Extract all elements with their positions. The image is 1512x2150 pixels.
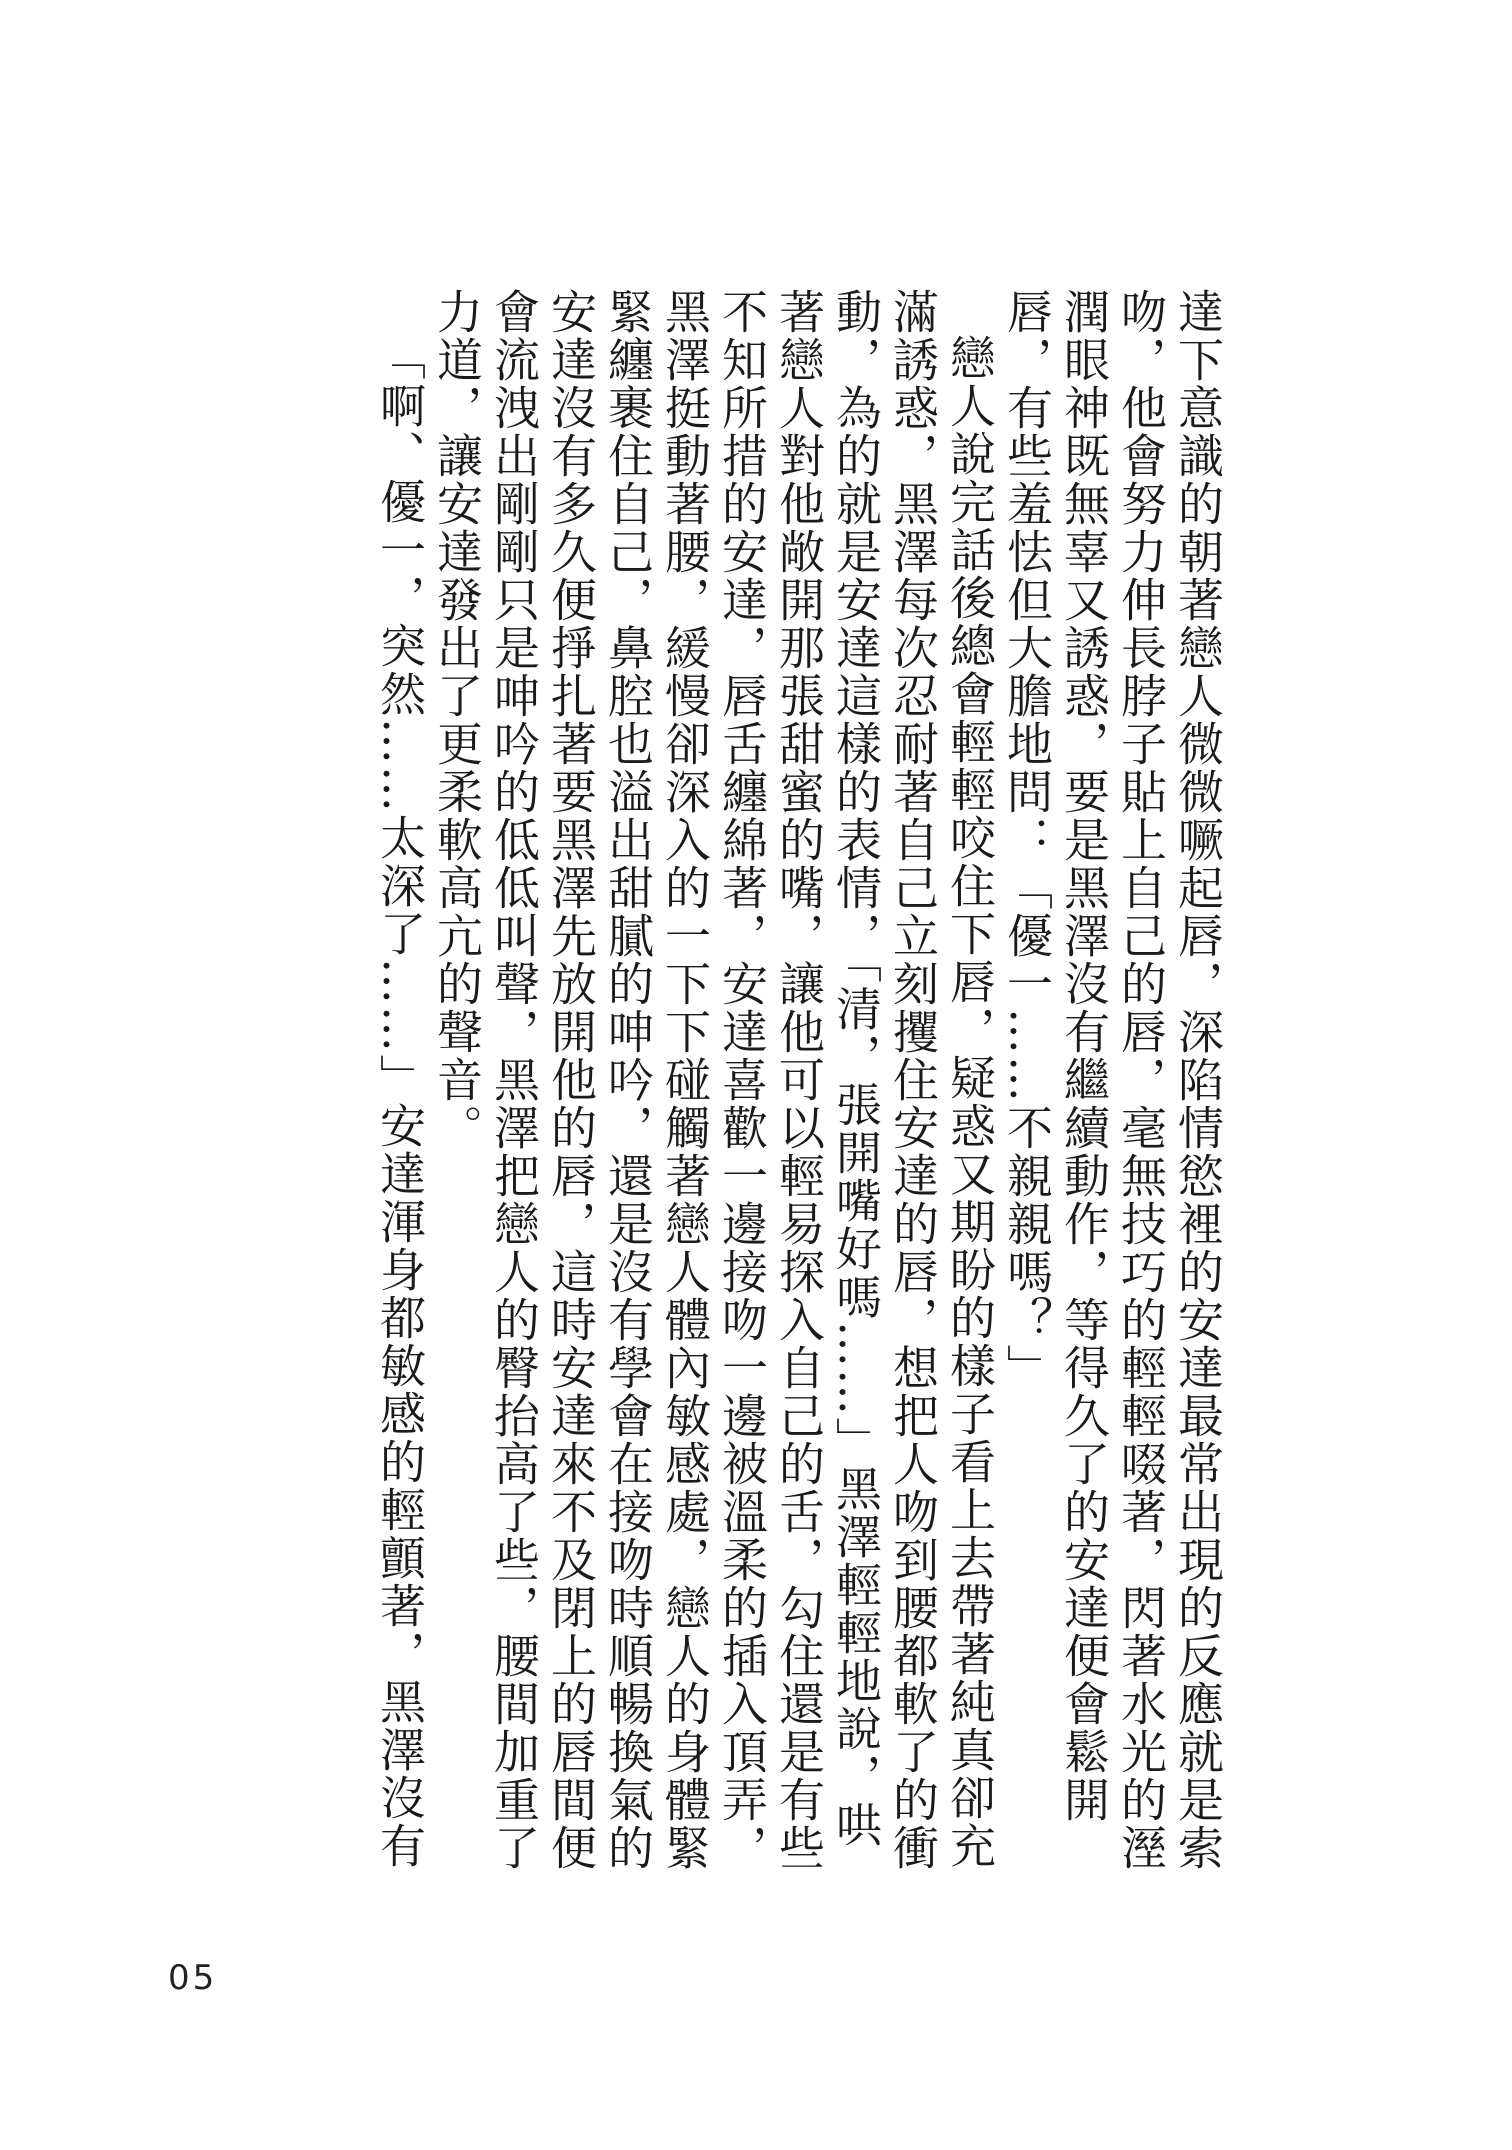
paragraph-3: 「啊、優一，突然……太深了……」安達渾身都敏感的輕顫著，黑澤沒有 [373, 334, 427, 1870]
paragraph-2: 戀人說完話後總會輕輕咬住下唇，疑惑又期盼的樣子看上去帶著純真卻充滿誘惑，黑澤每次忍耐著自己立刻攫住安達的唇，想把人吻到腰都軟了的衝動，為的就是安達這樣的表情，「清，張開嘴好嗎……」黑澤輕輕地說，哄著戀人對他敞開那張甜蜜的嘴，讓他可以輕易探入自己的舌，勾住還是有些不知所措的安達，唇舌纏綿著，安達喜歡一邊接吻一邊被溫柔的插入頂弄，黑澤挺動著腰，緩慢卻深入的一下下碰觸著戀人體內敏感處，戀人的身體緊緊纏裹住自己，鼻腔也溢出甜膩的呻吟，還是沒有學會在接吻時順暢換氣的安達沒有多久便掙扎著要黑澤先放開他的唇，這時安達來不及閉上的唇間便會流洩出剛剛只是呻吟的低低叫聲，黑澤把戀人的臀抬高了些，腰間加重了力道，讓安達發出了更柔軟高亢的聲音。 [430, 288, 997, 1872]
page-number: 05 [168, 1958, 218, 1998]
vertical-text-body [371, 288, 1226, 1878]
paragraph-1: 達下意識的朝著戀人微微噘起唇，深陷情慾裡的安達最常出現的反應就是索吻，他會努力伸長脖子貼上自己的唇，毫無技巧的輕輕啜著，閃著水光的溼潤眼神既無辜又誘惑，要是黑澤沒有繼續動作，等得久了的安達便會鬆開唇，有些羞怯但大膽地問：「優一……不親親嗎？」 [1000, 288, 1225, 1872]
